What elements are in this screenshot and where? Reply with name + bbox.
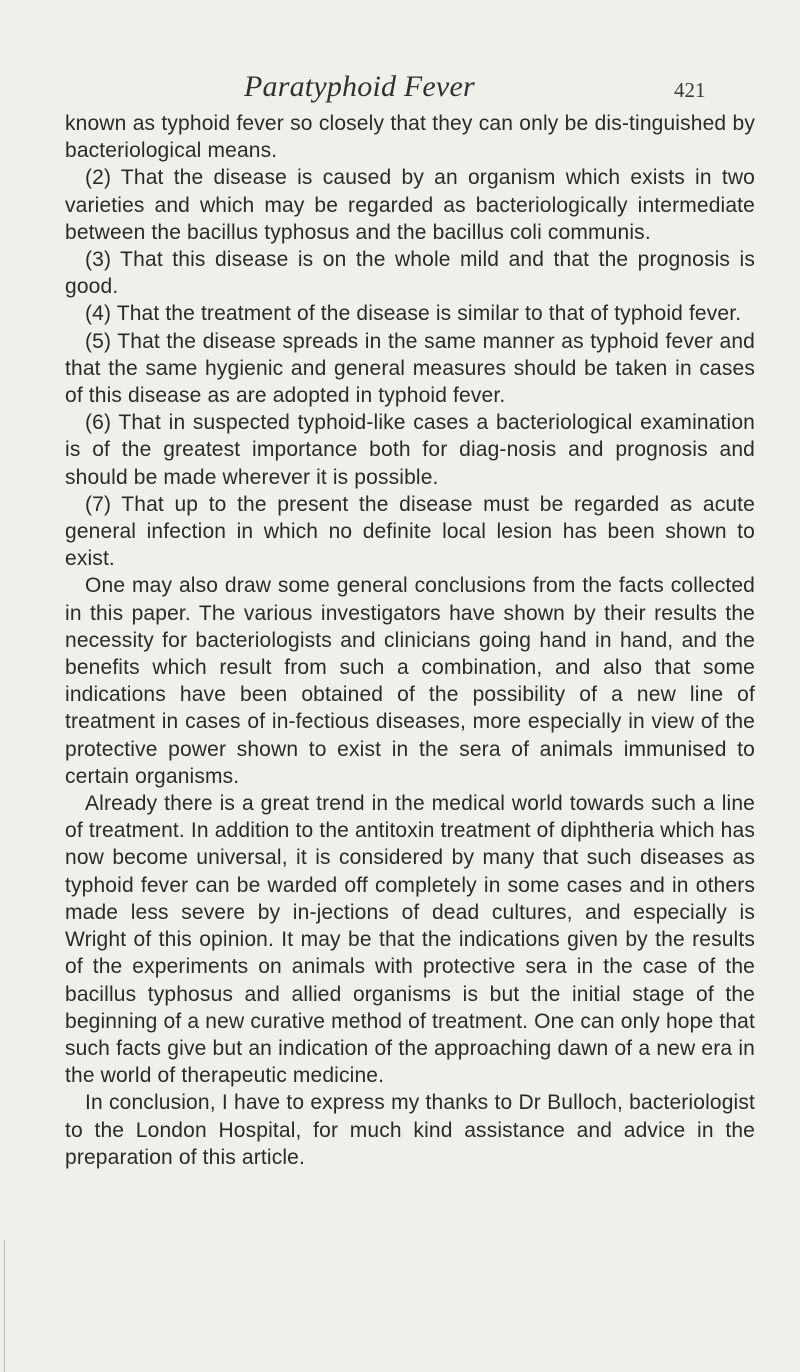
- page-number: 421: [674, 78, 706, 102]
- page-edge-shadow: [4, 1240, 5, 1372]
- conclusion-item-5: (5) That the disease spreads in the same manner as typhoid fever and that the same hygienic and general measures should be taken in cases of this disease as are adopted in typhoid fever.: [65, 329, 755, 408]
- paragraph-general-conclusions: One may also draw some general conclusions from the facts collected in this paper. The various investigators have shown by their results the necessity for bacteriologists and clinicians going hand in hand, and the benefits which result from such a combination, and also that some indications have been obtained of the possibility of a new line of treatment in cases of in-fectious diseases, more especially in view of the protective power shown to exist in the sera of animals immunised to certain organisms.: [65, 574, 755, 788]
- paragraph-acknowledgement: In conclusion, I have to express my thanks to Dr Bulloch, bacteriologist to the London Hospital, for much kind assistance and advice in the preparation of this article.: [65, 1091, 755, 1169]
- conclusion-item-4: (4) That the treatment of the disease is similar to that of typhoid fever.: [85, 302, 742, 326]
- page-header: [0, 62, 800, 102]
- conclusion-item-7: (7) That up to the present the disease must be regarded as acute general infection in which no definite local lesion has been shown to exist.: [65, 492, 755, 571]
- conclusion-item-6: (6) That in suspected typhoid-like cases a bacteriological examination is of the greatest importance both for diag-nosis and prognosis and should be made wherever it is possible.: [65, 411, 755, 489]
- running-title: Paratyphoid Fever: [244, 70, 475, 103]
- conclusion-item-3: (3) That this disease is on the whole mild and that the prognosis is good.: [65, 248, 755, 299]
- body-text: [65, 110, 755, 1171]
- paragraph-treatment-trend: Already there is a great trend in the medical world towards such a line of treatment. In addition to the antitoxin treatment of diphtheria which has now become universal, it is considered by many that such diseases as typhoid fever can be warded off completely in some cases and in others made less severe by in-jections of dead cultures, and especially is Wright of this opinion. It may be that the indications given by the results of the experiments on animals with protective sera in the case of the bacillus typhosus and allied organisms is but the initial stage of the beginning of a new curative method of treatment. One can only hope that such facts give but an indication of the approaching dawn of a new era in the world of therapeutic medicine.: [65, 792, 755, 1088]
- paragraph-continued: known as typhoid fever so closely that they can only be dis-tinguished by bacteriological means.: [65, 112, 755, 163]
- conclusion-item-2: (2) That the disease is caused by an organism which exists in two varieties and which may be regarded as bacteriologically intermediate between the bacillus typhosus and the bacillus coli communis.: [65, 166, 755, 244]
